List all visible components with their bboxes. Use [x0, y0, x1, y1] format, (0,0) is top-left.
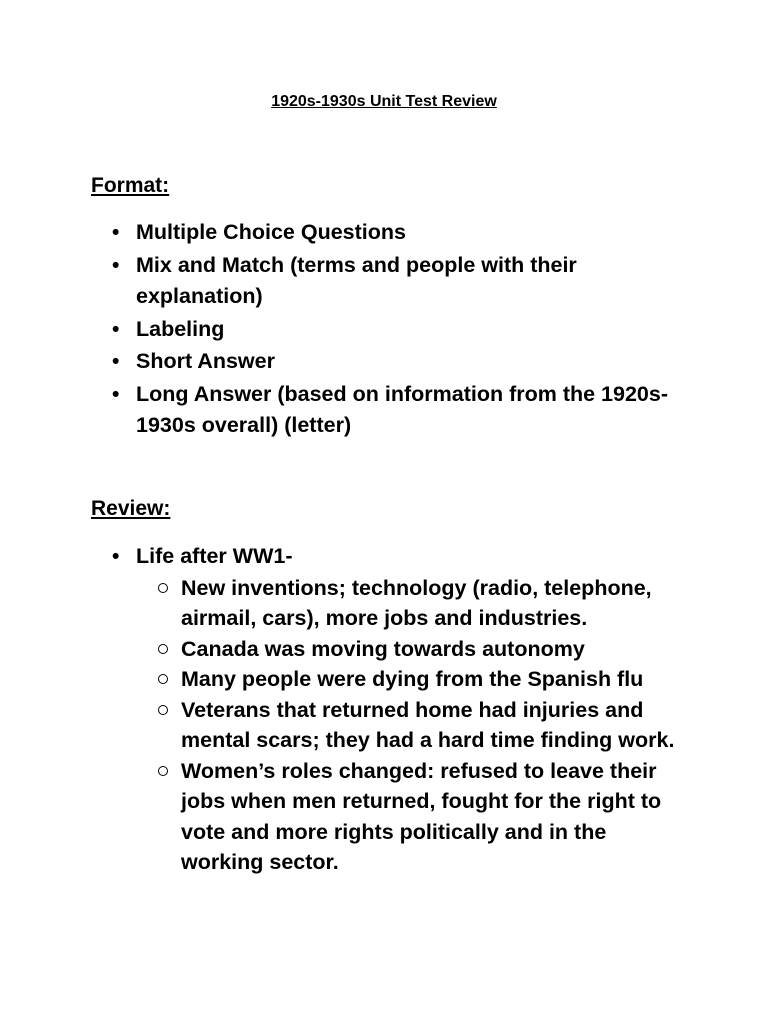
sub-item-text: New inventions; technology (radio, telephone, airmail, cars), more jobs and industries. [181, 575, 652, 630]
format-item-text: Multiple Choice Questions [136, 220, 406, 244]
list-item [0, 379, 700, 442]
format-item-text: Short Answer [136, 349, 275, 373]
review-list [0, 541, 700, 879]
page-title: 1920s-1930s Unit Test Review [271, 93, 497, 110]
review-sublist [0, 573, 700, 878]
list-item [0, 250, 700, 313]
bullet-icon: • [112, 382, 120, 406]
bullet-icon: • [112, 350, 120, 373]
sub-list-item [0, 634, 681, 665]
bullet-icon: • [112, 545, 120, 568]
format-item-text: Long Answer (based on information from the 1920s-1930s overall) (letter) [136, 381, 668, 437]
sub-item-text: Canada was moving towards autonomy [181, 636, 585, 661]
sub-list-item [0, 573, 681, 634]
circle-bullet-icon [158, 644, 168, 654]
bullet-icon: • [112, 317, 120, 341]
sub-list-item [0, 756, 681, 878]
list-item [0, 217, 700, 249]
sub-item-text: Women’s roles changed: refused to leave their jobs when men returned, fought for the right to vote and more rights politically and in the working sector. [181, 758, 662, 874]
circle-bullet-icon [158, 583, 168, 593]
format-list [0, 217, 700, 443]
format-item-text: Mix and Match (terms and people with their explanation) [136, 252, 577, 308]
list-item [0, 314, 700, 346]
circle-bullet-icon [158, 705, 168, 715]
list-item [0, 346, 700, 378]
review-item-label: Life after WW1- [136, 544, 293, 568]
format-item-text: Labeling [136, 316, 225, 341]
review-heading: Review: [91, 497, 171, 520]
bullet-icon: • [112, 253, 120, 277]
sub-item-text: Veterans that returned home had injuries and mental scars; they had a hard time finding work. [181, 697, 675, 752]
sub-item-text: Many people were dying from the Spanish flu [181, 667, 644, 691]
sub-list-item [0, 664, 681, 695]
list-item [0, 541, 700, 878]
sub-list-item [0, 695, 681, 756]
circle-bullet-icon [158, 766, 168, 776]
circle-bullet-icon [158, 674, 168, 684]
format-heading: Format: [91, 174, 170, 197]
bullet-icon: • [112, 221, 120, 244]
